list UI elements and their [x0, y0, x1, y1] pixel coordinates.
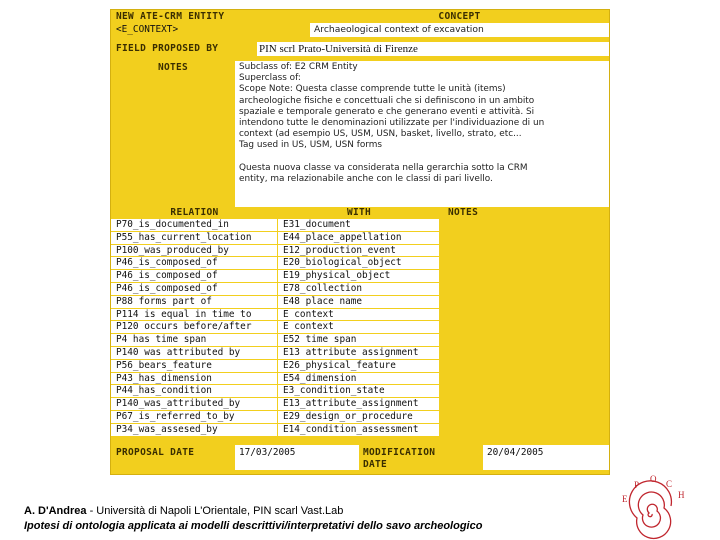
notes-cell [440, 245, 609, 258]
notes-line: Superclass of: [239, 73, 301, 84]
logo-letter: E [622, 494, 628, 504]
entity-name: <E_CONTEXT> [111, 23, 310, 37]
entity-value-row [111, 23, 609, 37]
notes-cell [440, 360, 609, 373]
with-cell: E44_place_appellation [278, 232, 440, 245]
table-row [111, 347, 609, 360]
notes-cell [440, 347, 609, 360]
with-header: WITH [346, 207, 372, 218]
notes-cell [440, 232, 609, 245]
relation-cell: P46_is_composed_of [111, 257, 278, 270]
notes-line: intendono tutte le denominazioni utilizzate per l'individuazione di un [239, 117, 545, 128]
concept-value: Archaeological context of excavation [310, 23, 609, 37]
relations-header-row [111, 207, 609, 219]
notes-cell [440, 334, 609, 347]
notes-cell [440, 424, 609, 437]
entity-header-row [111, 10, 609, 23]
notes-cell [440, 219, 609, 232]
table-row [111, 296, 609, 309]
relation-cell: P56_bears_feature [111, 360, 278, 373]
table-row [111, 398, 609, 411]
relation-cell: P120 occurs before/after [111, 321, 278, 334]
footer-author: A. D'Andrea [24, 505, 87, 517]
with-cell: E26_physical_feature [278, 360, 440, 373]
field-proposed-value: PIN scrl Prato-Università di Firenze [257, 42, 609, 56]
table-row [111, 411, 609, 424]
table-row [111, 270, 609, 283]
notes-cell [440, 411, 609, 424]
with-cell: E13_attribute_assignment [278, 398, 440, 411]
with-cell: E19_physical_object [278, 270, 440, 283]
with-cell: E12_production_event [278, 245, 440, 258]
with-cell: E78_collection [278, 283, 440, 296]
notes-line: Questa nuova classe va considerata nella gerarchia sotto la CRM [239, 162, 528, 173]
with-cell: E20_biological_object [278, 257, 440, 270]
relation-cell: P67_is_referred_to_by [111, 411, 278, 424]
relation-cell: P34_was_assesed_by [111, 424, 278, 437]
footer-affiliation: - Università di Napoli L'Orientale, PIN scarl Vast.Lab [86, 505, 344, 517]
table-row [111, 245, 609, 258]
field-proposed-label: FIELD PROPOSED BY [111, 42, 257, 56]
notes-header: NOTES [448, 207, 479, 218]
relation-cell: P114 is equal in time to [111, 309, 278, 322]
notes-cell [440, 257, 609, 270]
relation-cell: P88 forms part of [111, 296, 278, 309]
table-row [111, 257, 609, 270]
modification-date-label [359, 445, 483, 470]
table-row [111, 283, 609, 296]
notes-line: entity, ma relazionabile anche con le classi di pari livello. [239, 173, 493, 184]
notes-line: context (ad esempio US, USM, USN, basket, livello, strato, etc... [239, 129, 522, 140]
relation-cell: P44_has_condition [111, 385, 278, 398]
notes-cell [440, 283, 609, 296]
relation-cell: P46_is_composed_of [111, 270, 278, 283]
relations-table [111, 219, 609, 437]
relation-cell: P70_is_documented_in [111, 219, 278, 232]
with-cell: E48 place name [278, 296, 440, 309]
relation-cell: P46_is_composed_of [111, 283, 278, 296]
field-proposed-row [111, 42, 609, 56]
separator [111, 470, 609, 474]
entity-form [110, 9, 610, 475]
relation-cell: P140 was attributed by [111, 347, 278, 360]
notes-cell [440, 270, 609, 283]
notes-cell [440, 309, 609, 322]
relation-cell: P55_has_current_location [111, 232, 278, 245]
notes-label: NOTES [111, 61, 235, 207]
notes-cell [440, 296, 609, 309]
with-cell: E54_dimension [278, 373, 440, 386]
notes-row [111, 61, 609, 207]
with-cell: E13 attribute assignment [278, 347, 440, 360]
notes-line: Subclass of: E2 CRM Entity [239, 62, 358, 72]
table-row [111, 360, 609, 373]
concept-header: CONCEPT [438, 11, 481, 22]
relation-cell: P100_was_produced_by [111, 245, 278, 258]
table-row [111, 334, 609, 347]
with-cell: E31_document [278, 219, 440, 232]
with-cell: E52 time span [278, 334, 440, 347]
notes-line: Tag used in US, USM, USN forms [239, 140, 383, 151]
proposal-date-label: PROPOSAL DATE [111, 445, 235, 470]
logo-letter: C [666, 479, 673, 489]
notes-line: spaziale e temporale generato e che generano eventi e attività. Si [239, 106, 535, 117]
with-cell: E29_design_or_procedure [278, 411, 440, 424]
logo-letter: P [634, 480, 640, 490]
notes-cell [440, 398, 609, 411]
relation-cell: P43_has_dimension [111, 373, 278, 386]
table-row [111, 219, 609, 232]
proposal-date-value: 17/03/2005 [235, 445, 359, 470]
modification-label-line: MODIFICATION [363, 446, 436, 458]
table-row [111, 373, 609, 386]
table-row [111, 309, 609, 322]
notes-cell [440, 385, 609, 398]
with-cell: E context [278, 321, 440, 334]
table-row [111, 321, 609, 334]
notes-line [239, 152, 609, 163]
notes-cell [440, 321, 609, 334]
modification-date-value: 20/04/2005 [483, 445, 609, 470]
notes-text [235, 61, 609, 207]
table-row [111, 232, 609, 245]
table-row [111, 385, 609, 398]
notes-line: Scope Note: Questa classe comprende tutte le unità (items) [239, 84, 506, 95]
with-cell: E14_condition_assessment [278, 424, 440, 437]
modification-label-line: DATE [363, 458, 388, 470]
relation-cell: P4 has time span [111, 334, 278, 347]
relation-header: RELATION [170, 207, 219, 218]
separator [111, 437, 609, 445]
logo-letter: O [650, 474, 657, 484]
footer-subtitle: Ipotesi di ontologia applicata ai modelli descrittivi/interpretativi dello savo archeologico [24, 520, 483, 532]
notes-line: archeologiche fisiche e concettuali che si definiscono in un ambito [239, 95, 535, 106]
table-row [111, 424, 609, 437]
entity-header: NEW ATE-CRM ENTITY [116, 11, 225, 22]
logo-letter: H [678, 490, 685, 500]
notes-cell [440, 373, 609, 386]
epoch-logo [604, 462, 700, 540]
dates-row [111, 445, 609, 470]
footer-credit [24, 505, 343, 517]
relation-cell: P140_was_attributed_by [111, 398, 278, 411]
with-cell: E3_condition_state [278, 385, 440, 398]
with-cell: E context [278, 309, 440, 322]
